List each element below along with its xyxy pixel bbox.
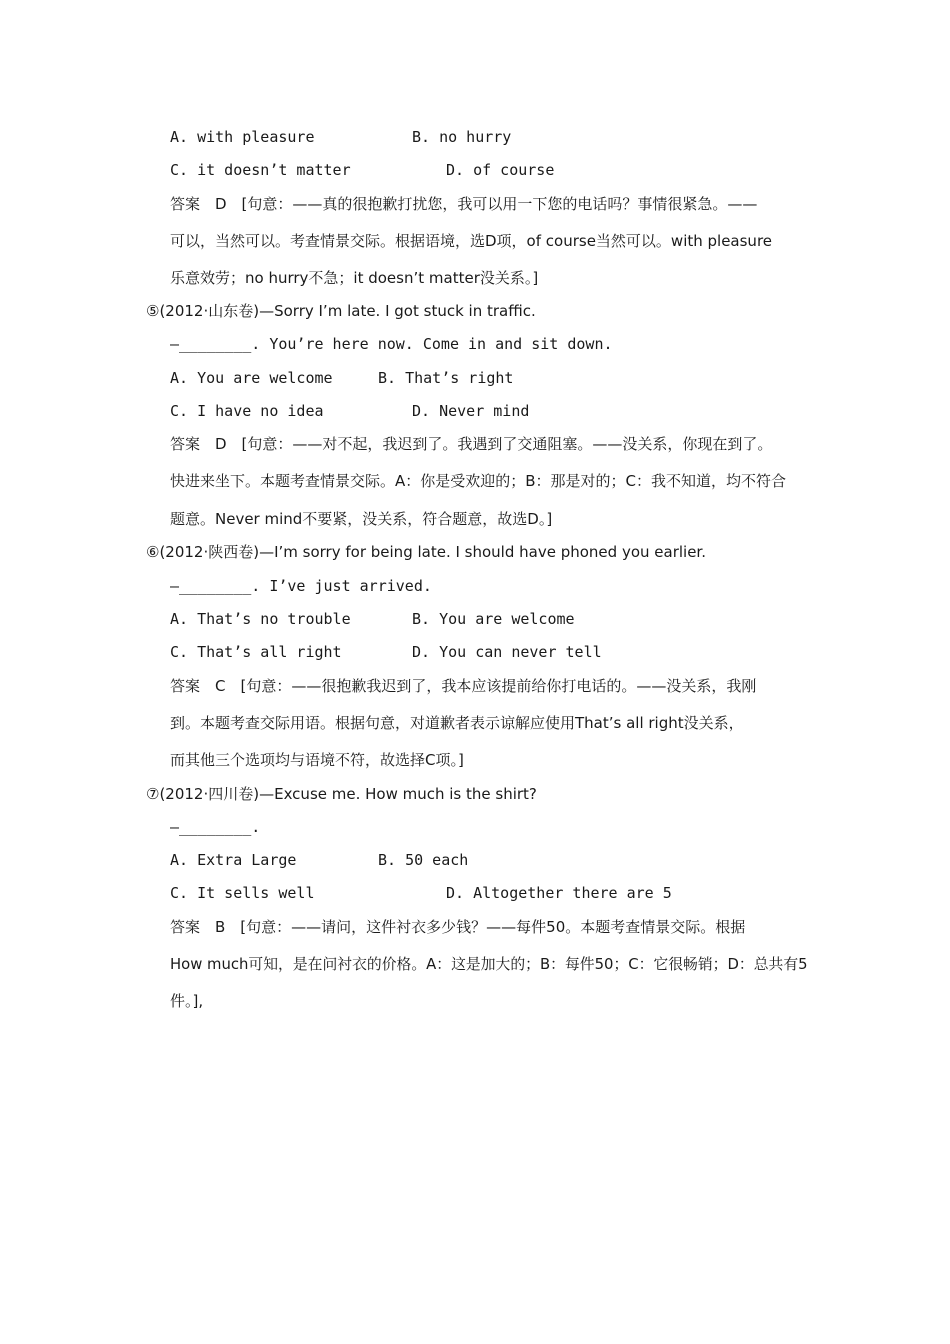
q4-option-c: C. it doesn’t matter	[170, 161, 351, 179]
q6-option-b: B. You are welcome	[412, 610, 575, 628]
q7-option-d: D. Altogether there are 5	[446, 884, 672, 902]
q4-option-b: B. no hurry	[412, 128, 512, 146]
q6-answer-line-2: 到。本题考查交际用语。根据句意，对道歉者表示谅解应使用That’s all right没关系，	[170, 714, 744, 732]
q5-option-a: A. You are welcome	[170, 369, 333, 387]
q7-reply: —________.	[170, 818, 261, 836]
q6-answer-line-1: 答案 C [句意：——很抱歉我迟到了，我本应该提前给你打电话的。——没关系，我刚	[170, 677, 757, 695]
q7-stem: ⑦(2012·四川卷)—Excuse me. How much is the shirt?	[146, 785, 537, 803]
q5-option-b: B. That’s right	[378, 369, 514, 387]
q5-answer-line-3: 题意。Never mind不要紧，没关系，符合题意，故选D。]	[170, 510, 553, 528]
q5-stem: ⑤(2012·山东卷)—Sorry I’m late. I got stuck in traffic.	[146, 302, 536, 320]
q6-option-d: D. You can never tell	[412, 643, 602, 661]
q7-option-b: B. 50 each	[378, 851, 469, 869]
q7-answer-line-2: How much可知，是在问衬衣的价格。A：这是加大的；B：每件50；C：它很畅销；D：总共有5	[170, 955, 808, 973]
q4-answer-line-2: 可以，当然可以。考查情景交际。根据语境，选D项，of course当然可以。with pleasure	[170, 232, 773, 250]
q5-option-d: D. Never mind	[412, 402, 530, 420]
q5-option-c: C. I have no idea	[170, 402, 324, 420]
q7-option-a: A. Extra Large	[170, 851, 297, 869]
q7-answer-line-1: 答案 B [句意：——请问，这件衬衣多少钱？——每件50。本题考查情景交际。根据	[170, 918, 746, 936]
q4-answer-line-3: 乐意效劳；no hurry不急；it doesn’t matter没关系。]	[170, 269, 539, 287]
q7-option-c: C. It sells well	[170, 884, 315, 902]
q6-reply: —________. I’ve just arrived.	[170, 577, 432, 595]
q5-reply: —________. You’re here now. Come in and sit down.	[170, 335, 613, 353]
q6-answer-line-3: 而其他三个选项均与语境不符，故选择C项。]	[170, 751, 464, 769]
q5-answer-line-2: 快进来坐下。本题考查情景交际。A：你是受欢迎的；B：那是对的；C：我不知道，均不符合	[170, 472, 787, 490]
q4-answer-line-1: 答案 D [句意：——真的很抱歉打扰您，我可以用一下您的电话吗？事情很紧急。——	[170, 195, 758, 213]
q5-answer-line-1: 答案 D [句意：——对不起，我迟到了。我遇到了交通阻塞。——没关系，你现在到了。	[170, 435, 773, 453]
q6-stem: ⑥(2012·陕西卷)—I’m sorry for being late. I should have phoned you earlier.	[146, 543, 706, 561]
q7-answer-line-3: 件。],	[170, 992, 204, 1010]
q6-option-c: C. That’s all right	[170, 643, 342, 661]
q6-option-a: A. That’s no trouble	[170, 610, 351, 628]
q4-option-a: A. with pleasure	[170, 128, 315, 146]
q4-option-d: D. of course	[446, 161, 555, 179]
